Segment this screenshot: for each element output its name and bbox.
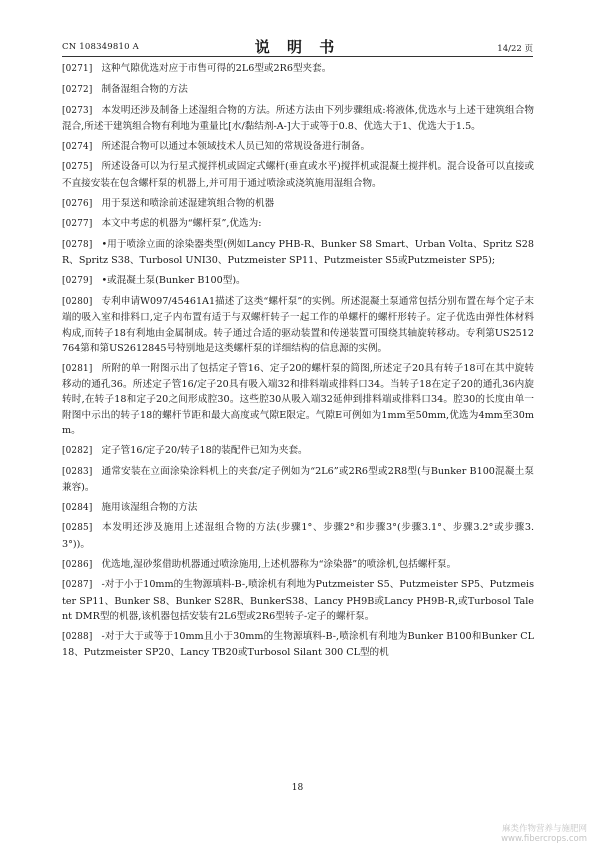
paragraph-text: -对于大于或等于10mm且小于30mm的生物源填料-B-,喷涂机有利地为Bunker B100和Bunker CL18、Putzmeister SP20、Lancy TB20或Turbosol Silant 300 CL型的机 <box>62 630 534 658</box>
paragraph <box>62 61 534 77</box>
document-title: 说 明 书 <box>254 38 341 56</box>
paragraph-text: 本发明还涉及施用上述湿组合物的方法(步骤1°、步骤2°和步骤3°(步骤3.1°、步骤3.2°或步骤3.3°))。 <box>62 522 534 550</box>
watermark-line-1: 麻类作物营养与施肥网 <box>501 824 587 834</box>
paragraph-text: 专利申请W097/45461A1描述了这类“螺杆泵”的实例。所述混凝土泵通常包括分别布置在每个定子末端的吸入室和排料口,定子内布置有适于与双螺杆转子一起工作的单螺杆的螺杆形转子。定子优选由弹性体材料构成,而转子18有利地由金属制成。转子通过合适的驱动装置和传递装置可围绕其轴旋转移动。专利第US2512764第和第US2612845号特别地是这类螺杆泵的详细结构的信息源的实例。 <box>62 296 534 354</box>
paragraph-number: [0287] <box>62 580 93 591</box>
paragraph-text: 本文中考虑的机器为“螺杆泵”,优选为: <box>101 218 262 230</box>
paragraph <box>62 361 534 438</box>
publication-number: CN 108349810 A <box>62 42 139 52</box>
paragraph-text: 通常安装在立面涂染涂料机上的夹套/定子例如为“2L6”或2R6型或2R8型(与Bunker B100混凝土泵兼容)。 <box>62 465 534 493</box>
watermark-line-2: www.fibercrops.com <box>501 834 587 844</box>
paragraph <box>62 82 534 98</box>
paragraph-number: [0278] <box>62 240 93 251</box>
paragraph-number: [0272] <box>62 84 93 95</box>
paragraph <box>62 557 534 573</box>
paragraph-text: •或混凝土泵(Bunker B100型)。 <box>101 275 246 287</box>
paragraph-number: [0284] <box>62 502 93 513</box>
paragraph-text: 本发明还涉及制备上述湿组合物的方法。所述方法由下列步骤组成:将液体,优选水与上述干建筑组合物混合,所述干建筑组合物有利地为重量比[水/黏结剂-A-]大于或等于0.8、优选大于1、优选大于1.5。 <box>62 104 534 132</box>
paragraph-text: -对于小于10mm的生物源填料-B-,喷涂机有利地为Putzmeister S5、Putzmeister SP5、Putzmeister SP11、Bunker S8、Bunker S28R、BunkerS38、Lancy PH9B或Lancy PH9B-R,或Turbosol Talent DMR型的机器,该机器包括安装有2L6型或2R6型转子-定子的螺杆泵。 <box>62 579 534 622</box>
watermark <box>501 824 587 844</box>
paragraph-number: [0281] <box>62 363 93 374</box>
page-counter: 14/22 页 <box>497 44 533 54</box>
paragraph <box>62 464 534 496</box>
paragraph-text: 优选地,湿砂浆借助机器通过喷涂施用,上述机器称为“涂染器”的喷涂机,包括螺杆泵。 <box>101 558 457 570</box>
paragraph <box>62 577 534 624</box>
paragraph-number: [0275] <box>62 162 93 173</box>
header-divider <box>62 56 533 57</box>
paragraph-text: 这种气隙优选对应于市售可得的2L6型或2R6型夹套。 <box>101 63 332 74</box>
paragraph-number: [0280] <box>62 297 93 308</box>
paragraph <box>62 159 534 191</box>
paragraph <box>62 216 534 232</box>
paragraph-number: [0285] <box>62 523 93 534</box>
paragraph-number: [0276] <box>62 198 93 209</box>
paragraph-text: 定子管16/定子20/转子18的装配件已知为夹套。 <box>101 444 308 456</box>
document-body <box>62 61 534 665</box>
paragraph-number: [0274] <box>62 141 93 152</box>
paragraph-number: [0283] <box>62 466 93 477</box>
paragraph-number: [0288] <box>62 631 93 642</box>
paragraph <box>62 520 534 552</box>
page-number: 18 <box>291 783 304 793</box>
paragraph <box>62 273 534 289</box>
paragraph-text: 施用该湿组合物的方法 <box>101 501 198 513</box>
paragraph-number: [0271] <box>62 64 93 74</box>
paragraph-number: [0282] <box>62 445 93 456</box>
paragraph-text: 制备湿组合物的方法 <box>101 83 188 95</box>
paragraph-text: 用于泵送和喷涂前述湿建筑组合物的机器 <box>101 197 275 209</box>
paragraph-text: 所附的单一附图示出了包括定子管16、定子20的螺杆泵的简图,所述定子20具有转子18可在其中旋转移动的通孔36。所述定子管16/定子20具有吸入端32和排料端或排料口34。当转子18在定子20的通孔36内旋转时,在转子18和定子20之间形成腔30。这些腔30从吸入端32延伸到排料端或排料口34。腔30的长度由单一附图中示出的转子18的螺杆节距和最大高度或气隙E限定。气隙E可例如为1mm至50mm,优选为4mm至30mm。 <box>62 362 534 436</box>
paragraph-number: [0277] <box>62 219 93 230</box>
paragraph-number: [0286] <box>62 559 93 570</box>
paragraph <box>62 500 534 516</box>
paragraph-text: •用于喷涂立面的涂染器类型(例如Lancy PHB-R、Bunker S8 Smart、Urban Volta、Spritz S28R、Spritz S38、Turbosol UNI30、Putzmeister SP11、Putzmeister S5或Putzmeister SP5); <box>62 239 534 267</box>
paragraph <box>62 294 534 356</box>
paragraph-number: [0279] <box>62 276 93 287</box>
paragraph-text: 所述混合物可以通过本领域技术人员已知的常规设备进行制备。 <box>101 140 371 152</box>
paragraph-number: [0273] <box>62 105 93 116</box>
paragraph-text: 所述设备可以为行星式搅拌机或固定式螺杆(垂直或水平)搅拌机或混凝土搅拌机。混合设备可以直接或不直接安装在包含螺杆泵的机器上,并可用于通过喷涂或浇筑施用湿组合物。 <box>62 161 534 189</box>
paragraph <box>62 196 534 212</box>
paragraph <box>62 103 534 135</box>
paragraph <box>62 237 534 269</box>
paragraph <box>62 443 534 459</box>
paragraph <box>62 139 534 155</box>
paragraph <box>62 629 534 661</box>
page-header <box>62 36 533 56</box>
